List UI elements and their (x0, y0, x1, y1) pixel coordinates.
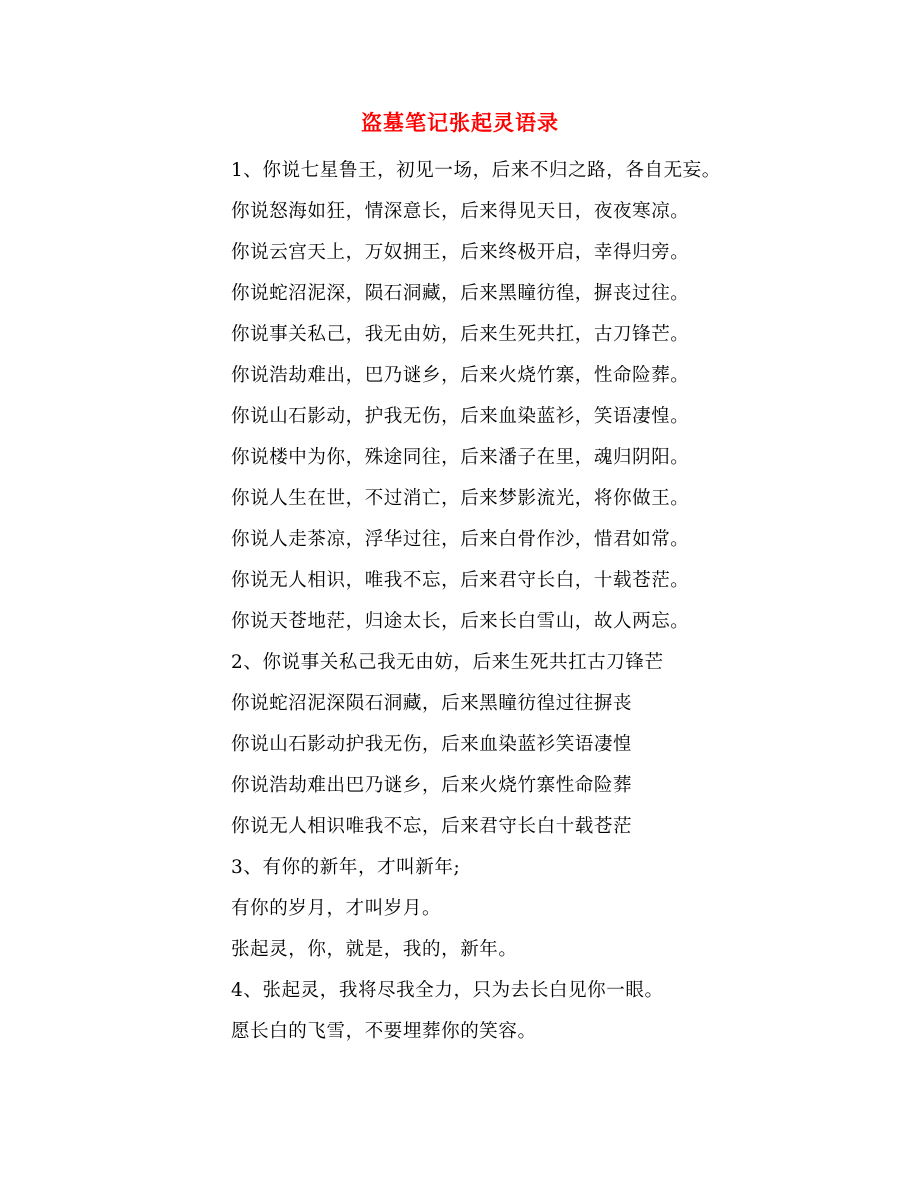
text-line: 1、你说七星鲁王，初见一场，后来不归之路，各自无妄。 (231, 160, 721, 181)
text-line: 你说楼中为你，殊途同往，后来潘子在里，魂归阴阳。 (231, 447, 690, 468)
text-line: 4、张起灵，我将尽我全力，只为去长白见你一眼。 (231, 980, 664, 1001)
text-line: 你说蛇沼泥深陨石洞藏，后来黑瞳彷徨过往摒丧 (231, 693, 633, 714)
text-line: 3、有你的新年，才叫新年; (231, 857, 461, 878)
text-line: 你说山石影动护我无伤，后来血染蓝衫笑语凄惶 (231, 734, 633, 755)
text-line: 2、你说事关私己我无由妨，后来生死共扛古刀锋芒 (231, 652, 664, 673)
text-line: 你说山石影动，护我无伤，后来血染蓝衫，笑语凄惶。 (231, 406, 690, 427)
text-line: 愿长白的飞雪，不要埋葬你的笑容。 (231, 1021, 537, 1042)
text-line: 你说无人相识唯我不忘，后来君守长白十载苍茫 (231, 816, 633, 837)
text-line: 你说浩劫难出，巴乃谜乡，后来火烧竹寨，性命险葬。 (231, 365, 690, 386)
document-title: 盗墓笔记张起灵语录 (361, 110, 559, 135)
text-line: 你说蛇沼泥深，陨石洞藏，后来黑瞳彷徨，摒丧过往。 (231, 283, 690, 304)
text-line: 你说人生在世，不过消亡，后来梦影流光，将你做王。 (231, 488, 690, 509)
text-line: 张起灵，你，就是，我的，新年。 (231, 939, 518, 960)
text-line: 你说浩劫难出巴乃谜乡，后来火烧竹寨性命险葬 (231, 775, 633, 796)
text-line: 你说天苍地茫，归途太长，后来长白雪山，故人两忘。 (231, 611, 690, 632)
text-line: 有你的岁月，才叫岁月。 (231, 898, 442, 919)
text-line: 你说人走茶凉，浮华过往，后来白骨作沙，惜君如常。 (231, 529, 690, 550)
text-line: 你说无人相识，唯我不忘，后来君守长白，十载苍茫。 (231, 570, 690, 591)
text-line: 你说事关私己，我无由妨，后来生死共扛，古刀锋芒。 (231, 324, 690, 345)
text-line: 你说怒海如狂，情深意长，后来得见天日，夜夜寒凉。 (231, 201, 690, 222)
text-line: 你说云宫天上，万奴拥王，后来终极开启，幸得归旁。 (231, 242, 690, 263)
document-body (231, 155, 871, 1057)
